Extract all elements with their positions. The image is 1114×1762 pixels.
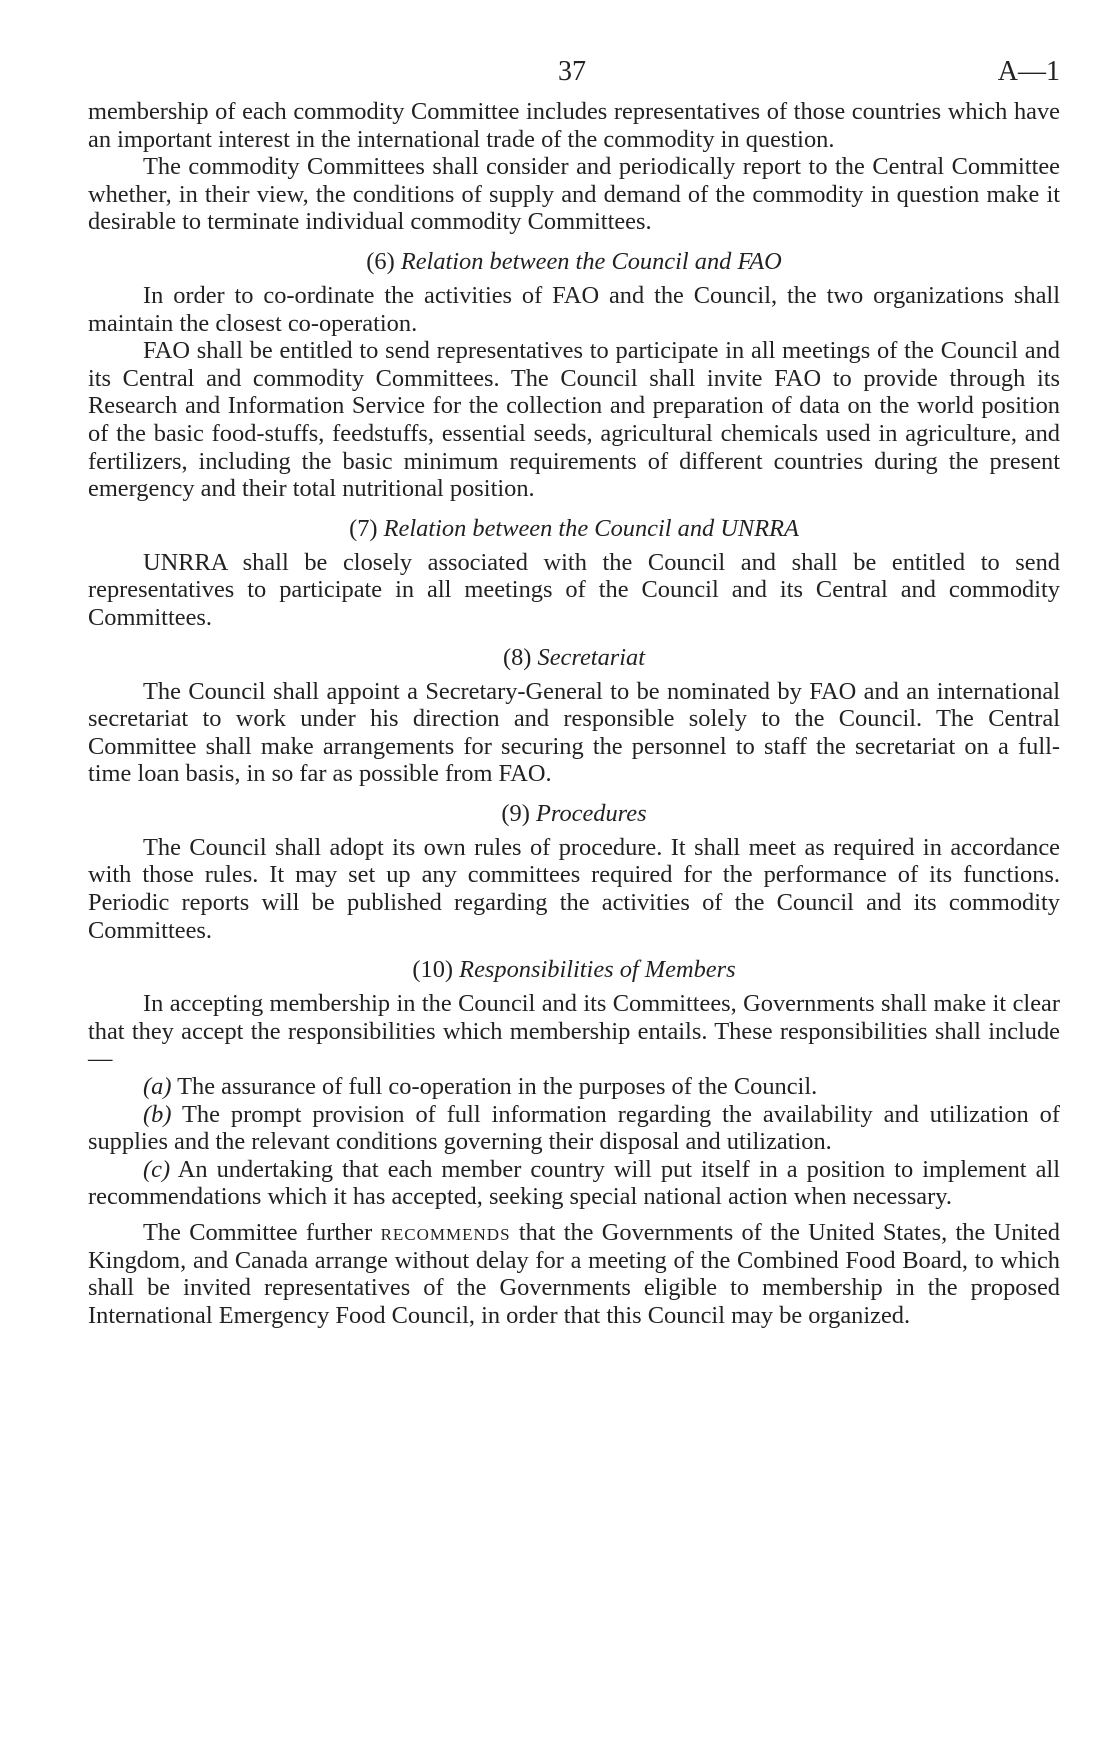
closing-after: that the Governments of the United States, the United Kingdom, and Canada arrange without delay for a meeting of the Combined Food Board, to which shall be invited representatives of the Governments eligible to membership in the proposed International Emergency Food Council, in order that this Council may be organized.: [88, 1219, 1060, 1329]
item-label: (c): [143, 1155, 171, 1183]
section-title: Relation between the Council and FAO: [400, 247, 782, 275]
section-number: (7): [349, 514, 378, 542]
item-text: An undertaking that each member country will put itself in a position to implement all recommendations which it has accepted, seeking special national action when necessary.: [88, 1155, 1060, 1211]
section-title: Secretariat: [537, 643, 646, 671]
section-heading-10: [88, 956, 1060, 984]
paragraph-closing-recommendation: [88, 1219, 1060, 1329]
paragraph-unrra: UNRRA shall be closely associated with the Council and shall be entitled to send representatives to participate in all meetings of the Council and its Central and commodity Committees.: [88, 548, 1060, 631]
paragraph-responsibilities: In accepting membership in the Council and its Committees, Governments shall make it clear that they accept the responsibilities which membership entails. These responsibilities shall include—: [88, 990, 1060, 1073]
section-heading-8: [88, 644, 1060, 672]
item-text: The prompt provision of full information regarding the availability and utilization of supplies and the relevant conditions governing their disposal and utilization.: [88, 1100, 1060, 1156]
paragraph-fao-representatives: FAO shall be entitled to send representatives to participate in all meetings of the Council and its Central and commodity Committees. The Council shall invite FAO to provide through its Research and Information Service for the collection and preparation of data on the world position of the basic food-stuffs, feedstuffs, essential seeds, agricultural chemicals used in agriculture, and fertilizers, including the basic minimum requirements of different countries during the present emergency and their total nutritional position.: [88, 337, 1060, 503]
item-label: (a): [143, 1073, 172, 1101]
closing-before: The Committee further: [143, 1219, 373, 1246]
item-text: The assurance of full co-operation in the purposes of the Council.: [177, 1073, 818, 1101]
paragraph-fao-cooperation: In order to co-ordinate the activities of FAO and the Council, the two organizations shall maintain the closest co-operation.: [88, 281, 1060, 337]
list-item-b: [88, 1101, 1060, 1156]
section-heading-6: [88, 248, 1060, 276]
section-heading-7: [88, 515, 1060, 543]
page-header: [88, 48, 1060, 98]
section-number: (8): [502, 643, 532, 671]
section-title: Relation between the Council and UNRRA: [383, 514, 799, 542]
paragraph-procedures: The Council shall adopt its own rules of procedure. It shall meet as required in accordance with those rules. It may set up any committees required for the performance of its functions. Periodic reports will be published regarding the activities of the Council and its commodity Committees.: [88, 833, 1060, 944]
section-heading-9: [88, 800, 1060, 828]
paragraph-membership: membership of each commodity Committee includes representatives of those countries which have an important interest in the international trade of the commodity in question.: [88, 98, 1060, 153]
section-title: Procedures: [535, 799, 647, 827]
list-item-a: [88, 1073, 1060, 1101]
section-title: Responsibilities of Members: [459, 956, 736, 984]
section-number: (9): [501, 799, 530, 827]
item-label: (b): [143, 1100, 172, 1128]
document-page: [88, 48, 1060, 1329]
list-item-c: [88, 1156, 1060, 1211]
page-number: 37: [558, 56, 586, 87]
paragraph-commodity-committees: The commodity Committees shall consider and periodically report to the Central Committee whether, in their view, the conditions of supply and demand of the commodity in question make it desirable to terminate individual commodity Committees.: [88, 153, 1060, 236]
closing-keyword: recommends: [380, 1219, 511, 1246]
section-number: (10): [412, 956, 454, 984]
section-number: (6): [366, 247, 395, 275]
document-reference: A—1: [997, 56, 1060, 87]
paragraph-secretariat: The Council shall appoint a Secretary-General to be nominated by FAO and an international secretariat to work under his direction and responsible solely to the Council. The Central Committee shall make arrangements for securing the personnel to staff the secretariat on a full-time loan basis, in so far as possible from FAO.: [88, 677, 1060, 788]
